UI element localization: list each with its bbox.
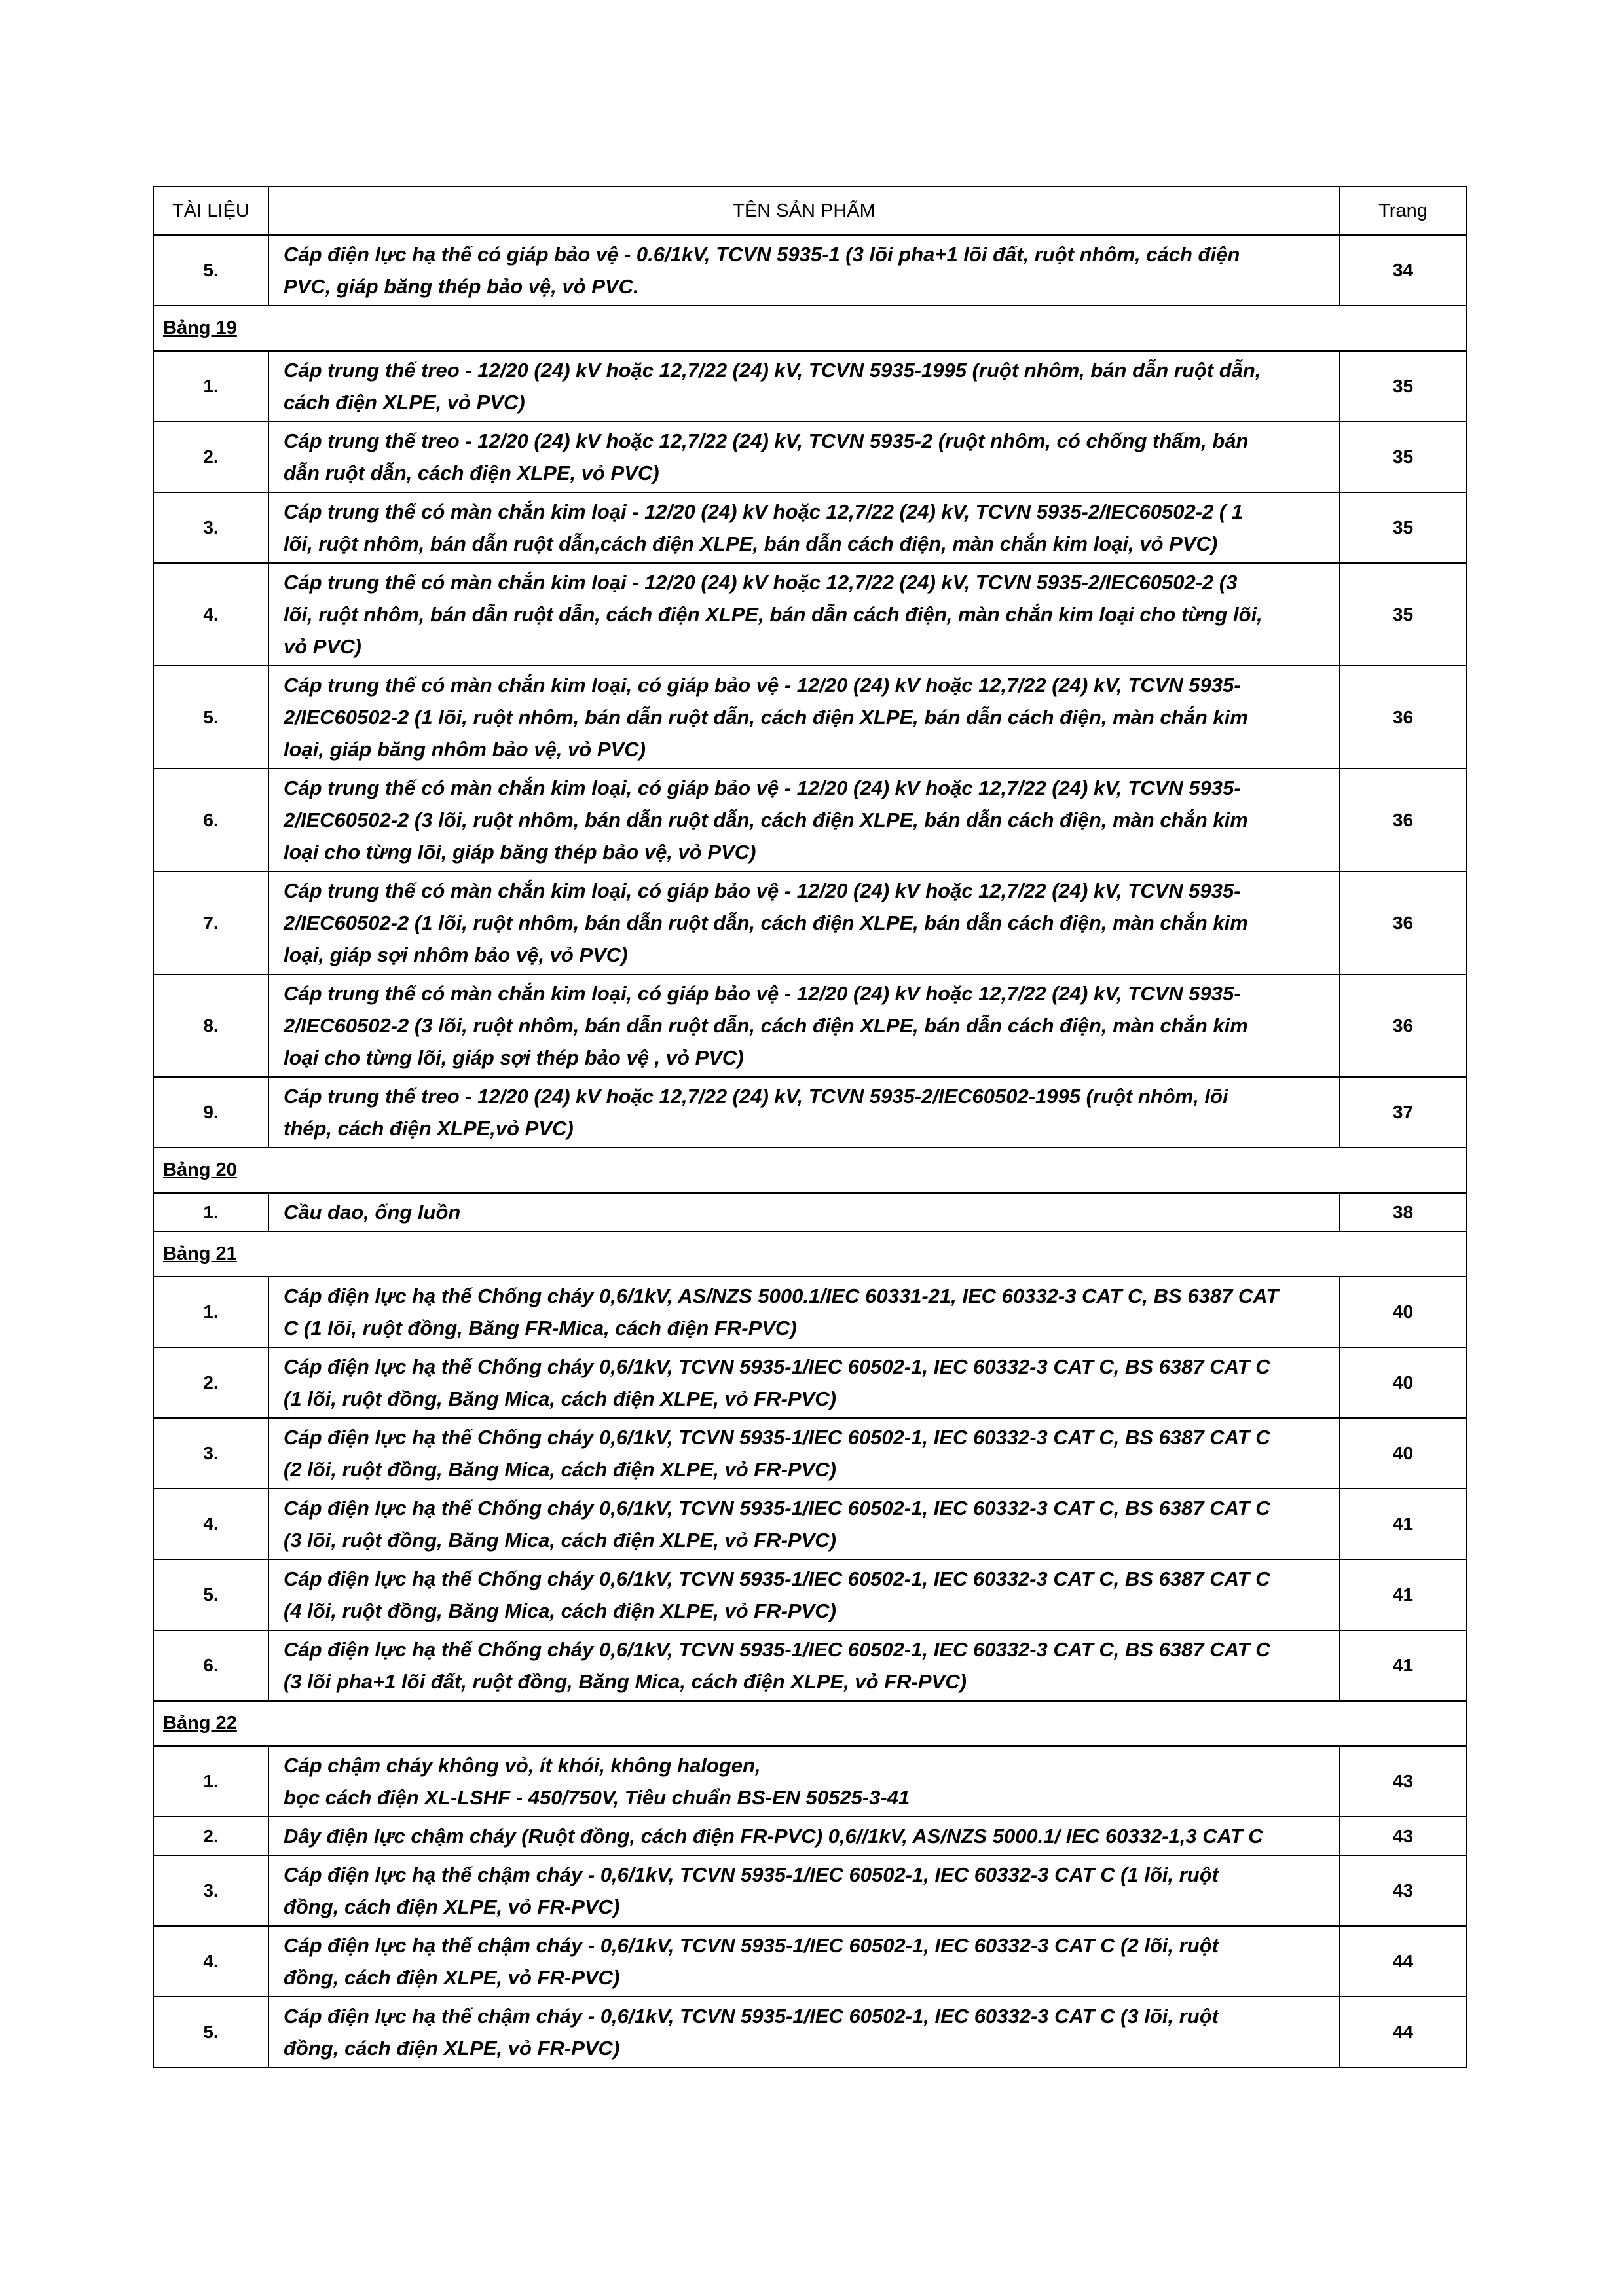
product-description bbox=[268, 871, 1340, 974]
page-number: 40 bbox=[1340, 1418, 1466, 1489]
description-line: 2/IEC60502-2 (1 lõi, ruột nhôm, bán dẫn ruột dẫn, cách điện XLPE, bán dẫn cách điện, màn chắn kim bbox=[284, 706, 1248, 729]
item-number: 1. bbox=[153, 1746, 268, 1817]
page-number: 41 bbox=[1340, 1630, 1466, 1701]
table-row bbox=[153, 1630, 1466, 1701]
description-line: vỏ PVC) bbox=[284, 635, 361, 658]
page-number: 36 bbox=[1340, 974, 1466, 1077]
table-row bbox=[153, 666, 1466, 769]
product-description bbox=[268, 1489, 1340, 1559]
item-number: 8. bbox=[153, 974, 268, 1077]
product-description bbox=[268, 1347, 1340, 1418]
page-number: 43 bbox=[1340, 1817, 1466, 1855]
table-row bbox=[153, 871, 1466, 974]
product-description bbox=[268, 1997, 1340, 2068]
table-row bbox=[153, 1347, 1466, 1418]
item-number: 4. bbox=[153, 563, 268, 666]
table-row bbox=[153, 235, 1466, 306]
description-line: C (1 lõi, ruột đồng, Băng FR-Mica, cách điện FR-PVC) bbox=[284, 1317, 797, 1339]
table-row bbox=[153, 1559, 1466, 1630]
product-description bbox=[268, 1077, 1340, 1148]
description-line: Cáp điện lực hạ thế Chống cháy 0,6/1kV, TCVN 5935-1/IEC 60502-1, IEC 60332-3 CAT C, BS 6387 CAT C bbox=[284, 1567, 1270, 1590]
section-label: Bảng 20 bbox=[163, 1159, 237, 1180]
page-number: 43 bbox=[1340, 1746, 1466, 1817]
description-line: loại cho từng lõi, giáp sợi thép bảo vệ , vỏ PVC) bbox=[284, 1046, 744, 1069]
product-description bbox=[268, 422, 1340, 492]
table-row bbox=[153, 351, 1466, 422]
item-number: 5. bbox=[153, 1559, 268, 1630]
product-description bbox=[268, 769, 1340, 871]
section-row bbox=[153, 1231, 1466, 1277]
description-line: Cáp trung thế có màn chắn kim loại, có giáp bảo vệ - 12/20 (24) kV hoặc 12,7/22 (24) kV, TCVN 5935- bbox=[284, 674, 1241, 697]
table-row bbox=[153, 422, 1466, 492]
description-line: (3 lõi pha+1 lõi đất, ruột đồng, Băng Mica, cách điện XLPE, vỏ FR-PVC) bbox=[284, 1670, 967, 1693]
item-number: 5. bbox=[153, 1997, 268, 2068]
item-number: 3. bbox=[153, 1418, 268, 1489]
item-number: 4. bbox=[153, 1489, 268, 1559]
page-number: 34 bbox=[1340, 235, 1466, 306]
item-number: 2. bbox=[153, 1347, 268, 1418]
product-description bbox=[268, 1277, 1340, 1347]
description-line: Cáp trung thế có màn chắn kim loại - 12/20 (24) kV hoặc 12,7/22 (24) kV, TCVN 5935-2/IEC60502-2 ( 1 bbox=[284, 500, 1244, 523]
page-number: 36 bbox=[1340, 666, 1466, 769]
item-number: 5. bbox=[153, 235, 268, 306]
product-description bbox=[268, 1193, 1340, 1231]
description-line: Cáp điện lực hạ thế chậm cháy - 0,6/1kV, TCVN 5935-1/IEC 60502-1, IEC 60332-3 CAT C (2 lõi, ruột bbox=[284, 1934, 1219, 1957]
page-number: 37 bbox=[1340, 1077, 1466, 1148]
page-number: 41 bbox=[1340, 1489, 1466, 1559]
description-line: Cáp trung thế có màn chắn kim loại - 12/20 (24) kV hoặc 12,7/22 (24) kV, TCVN 5935-2/IEC60502-2 (3 bbox=[284, 571, 1238, 594]
page-number: 35 bbox=[1340, 351, 1466, 422]
description-line: dẫn ruột dẫn, cách điện XLPE, vỏ PVC) bbox=[284, 462, 659, 484]
description-line: Cáp điện lực hạ thế Chống cháy 0,6/1kV, AS/NZS 5000.1/IEC 60331-21, IEC 60332-3 CAT C, BS 6387 CAT bbox=[284, 1285, 1279, 1307]
product-description bbox=[268, 974, 1340, 1077]
description-line: Cáp điện lực hạ thế Chống cháy 0,6/1kV, TCVN 5935-1/IEC 60502-1, IEC 60332-3 CAT C, BS 6387 CAT C bbox=[284, 1355, 1270, 1378]
description-line: Cáp trung thế có màn chắn kim loại, có giáp bảo vệ - 12/20 (24) kV hoặc 12,7/22 (24) kV, TCVN 5935- bbox=[284, 879, 1241, 902]
item-number: 1. bbox=[153, 351, 268, 422]
section-label: Bảng 22 bbox=[163, 1713, 237, 1734]
description-line: thép, cách điện XLPE,vỏ PVC) bbox=[284, 1117, 574, 1140]
description-line: loại, giáp sợi nhôm bảo vệ, vỏ PVC) bbox=[284, 943, 628, 966]
description-line: Cáp trung thế có màn chắn kim loại, có giáp bảo vệ - 12/20 (24) kV hoặc 12,7/22 (24) kV, TCVN 5935- bbox=[284, 982, 1241, 1005]
item-number: 3. bbox=[153, 492, 268, 563]
description-line: (2 lõi, ruột đồng, Băng Mica, cách điện XLPE, vỏ FR-PVC) bbox=[284, 1458, 836, 1481]
table-row bbox=[153, 1077, 1466, 1148]
table-header-row bbox=[153, 187, 1466, 235]
description-line: PVC, giáp băng thép bảo vệ, vỏ PVC. bbox=[284, 275, 639, 298]
description-line: Cáp điện lực hạ thế Chống cháy 0,6/1kV, TCVN 5935-1/IEC 60502-1, IEC 60332-3 CAT C, BS 6387 CAT C bbox=[284, 1638, 1270, 1661]
product-description bbox=[268, 563, 1340, 666]
description-line: Cáp điện lực hạ thế có giáp bảo vệ - 0.6/1kV, TCVN 5935-1 (3 lõi pha+1 lõi đất, ruột nhôm, cách điện bbox=[284, 243, 1240, 266]
section-cell bbox=[153, 1701, 1466, 1746]
description-line: loại cho từng lõi, giáp băng thép bảo vệ, vỏ PVC) bbox=[284, 841, 756, 864]
page-number: 40 bbox=[1340, 1277, 1466, 1347]
description-line: (3 lõi, ruột đồng, Băng Mica, cách điện XLPE, vỏ FR-PVC) bbox=[284, 1529, 836, 1552]
description-line: Cầu dao, ống luồn bbox=[284, 1201, 461, 1224]
description-line: đồng, cách điện XLPE, vỏ FR-PVC) bbox=[284, 1966, 620, 1989]
description-line: lõi, ruột nhôm, bán dẫn ruột dẫn, cách điện XLPE, bán dẫn cách điện, màn chắn kim loại cho từng lõi, bbox=[284, 603, 1263, 626]
description-line: lõi, ruột nhôm, bán dẫn ruột dẫn,cách điện XLPE, bán dẫn cách điện, màn chắn kim loại, vỏ PVC) bbox=[284, 532, 1218, 555]
description-line: Cáp điện lực hạ thế Chống cháy 0,6/1kV, TCVN 5935-1/IEC 60502-1, IEC 60332-3 CAT C, BS 6387 CAT C bbox=[284, 1497, 1270, 1520]
item-number: 1. bbox=[153, 1277, 268, 1347]
table-row bbox=[153, 1855, 1466, 1926]
section-row bbox=[153, 1148, 1466, 1193]
description-line: Cáp trung thế treo - 12/20 (24) kV hoặc 12,7/22 (24) kV, TCVN 5935-2 (ruột nhôm, có chống thấm, bán bbox=[284, 429, 1249, 452]
item-number: 6. bbox=[153, 769, 268, 871]
table-row bbox=[153, 1817, 1466, 1855]
description-line: cách điện XLPE, vỏ PVC) bbox=[284, 391, 525, 414]
table-row bbox=[153, 974, 1466, 1077]
description-line: đồng, cách điện XLPE, vỏ FR-PVC) bbox=[284, 2037, 620, 2060]
table-row bbox=[153, 1746, 1466, 1817]
item-number: 6. bbox=[153, 1630, 268, 1701]
description-line: đồng, cách điện XLPE, vỏ FR-PVC) bbox=[284, 1895, 620, 1918]
table-row bbox=[153, 1489, 1466, 1559]
description-line: Cáp trung thế có màn chắn kim loại, có giáp bảo vệ - 12/20 (24) kV hoặc 12,7/22 (24) kV, TCVN 5935- bbox=[284, 776, 1241, 799]
section-row bbox=[153, 306, 1466, 351]
header-document: TÀI LIỆU bbox=[153, 187, 268, 235]
page-number: 38 bbox=[1340, 1193, 1466, 1231]
description-line: Cáp điện lực hạ thế Chống cháy 0,6/1kV, TCVN 5935-1/IEC 60502-1, IEC 60332-3 CAT C, BS 6387 CAT C bbox=[284, 1426, 1270, 1449]
page-number: 35 bbox=[1340, 563, 1466, 666]
table-row bbox=[153, 492, 1466, 563]
description-line: Cáp điện lực hạ thế chậm cháy - 0,6/1kV, TCVN 5935-1/IEC 60502-1, IEC 60332-3 CAT C (3 lõi, ruột bbox=[284, 2005, 1219, 2028]
description-line: Cáp trung thế treo - 12/20 (24) kV hoặc 12,7/22 (24) kV, TCVN 5935-2/IEC60502-1995 (ruột nhôm, lõi bbox=[284, 1085, 1228, 1108]
product-description bbox=[268, 666, 1340, 769]
product-description bbox=[268, 1630, 1340, 1701]
description-line: loại, giáp băng nhôm bảo vệ, vỏ PVC) bbox=[284, 738, 646, 761]
page-number: 44 bbox=[1340, 1926, 1466, 1997]
description-line: Dây điện lực chậm cháy (Ruột đồng, cách điện FR-PVC) 0,6//1kV, AS/NZS 5000.1/ IEC 60332-1,3 CAT C bbox=[284, 1825, 1263, 1848]
product-description bbox=[268, 1926, 1340, 1997]
table-row bbox=[153, 1997, 1466, 2068]
product-description bbox=[268, 492, 1340, 563]
description-line: Cáp trung thế treo - 12/20 (24) kV hoặc 12,7/22 (24) kV, TCVN 5935-1995 (ruột nhôm, bán dẫn ruột dẫn, bbox=[284, 359, 1261, 382]
page-number: 36 bbox=[1340, 871, 1466, 974]
product-description bbox=[268, 1418, 1340, 1489]
page-number: 41 bbox=[1340, 1559, 1466, 1630]
header-product-name: TÊN SẢN PHẨM bbox=[268, 187, 1340, 235]
table-row bbox=[153, 1926, 1466, 1997]
table-row bbox=[153, 1418, 1466, 1489]
page-number: 40 bbox=[1340, 1347, 1466, 1418]
product-description bbox=[268, 1559, 1340, 1630]
description-line: 2/IEC60502-2 (3 lõi, ruột nhôm, bán dẫn ruột dẫn, cách điện XLPE, bán dẫn cách điện, màn chắn kim bbox=[284, 809, 1248, 831]
item-number: 2. bbox=[153, 1817, 268, 1855]
section-cell bbox=[153, 1231, 1466, 1277]
page-number: 35 bbox=[1340, 492, 1466, 563]
description-line: bọc cách điện XL-LSHF - 450/750V, Tiêu chuẩn BS-EN 50525-3-41 bbox=[284, 1786, 910, 1809]
description-line: 2/IEC60502-2 (3 lõi, ruột nhôm, bán dẫn ruột dẫn, cách điện XLPE, bán dẫn cách điện, màn chắn kim bbox=[284, 1014, 1248, 1037]
section-row bbox=[153, 1701, 1466, 1746]
table-row bbox=[153, 1277, 1466, 1347]
page-number: 35 bbox=[1340, 422, 1466, 492]
section-cell bbox=[153, 1148, 1466, 1193]
table-row bbox=[153, 769, 1466, 871]
table-body bbox=[153, 235, 1466, 2068]
item-number: 7. bbox=[153, 871, 268, 974]
product-description bbox=[268, 235, 1340, 306]
item-number: 5. bbox=[153, 666, 268, 769]
product-description bbox=[268, 351, 1340, 422]
item-number: 4. bbox=[153, 1926, 268, 1997]
description-line: Cáp điện lực hạ thế chậm cháy - 0,6/1kV, TCVN 5935-1/IEC 60502-1, IEC 60332-3 CAT C (1 lõi, ruột bbox=[284, 1863, 1219, 1886]
item-number: 9. bbox=[153, 1077, 268, 1148]
page-number: 36 bbox=[1340, 769, 1466, 871]
description-line: (1 lõi, ruột đồng, Băng Mica, cách điện XLPE, vỏ FR-PVC) bbox=[284, 1387, 836, 1410]
product-description bbox=[268, 1855, 1340, 1926]
table-row bbox=[153, 563, 1466, 666]
section-label: Bảng 19 bbox=[163, 318, 237, 338]
product-description bbox=[268, 1817, 1340, 1855]
description-line: (4 lõi, ruột đồng, Băng Mica, cách điện XLPE, vỏ FR-PVC) bbox=[284, 1599, 836, 1622]
section-label: Bảng 21 bbox=[163, 1243, 237, 1264]
section-cell bbox=[153, 306, 1466, 351]
item-number: 2. bbox=[153, 422, 268, 492]
header-page: Trang bbox=[1340, 187, 1466, 235]
description-line: Cáp chậm cháy không vỏ, ít khói, không halogen, bbox=[284, 1754, 761, 1777]
table-row bbox=[153, 1193, 1466, 1231]
page-number: 44 bbox=[1340, 1997, 1466, 2068]
item-number: 3. bbox=[153, 1855, 268, 1926]
item-number: 1. bbox=[153, 1193, 268, 1231]
product-index-table bbox=[153, 186, 1467, 2068]
page-number: 43 bbox=[1340, 1855, 1466, 1926]
description-line: 2/IEC60502-2 (1 lõi, ruột nhôm, bán dẫn ruột dẫn, cách điện XLPE, bán dẫn cách điện, màn chắn kim bbox=[284, 911, 1248, 934]
product-description bbox=[268, 1746, 1340, 1817]
